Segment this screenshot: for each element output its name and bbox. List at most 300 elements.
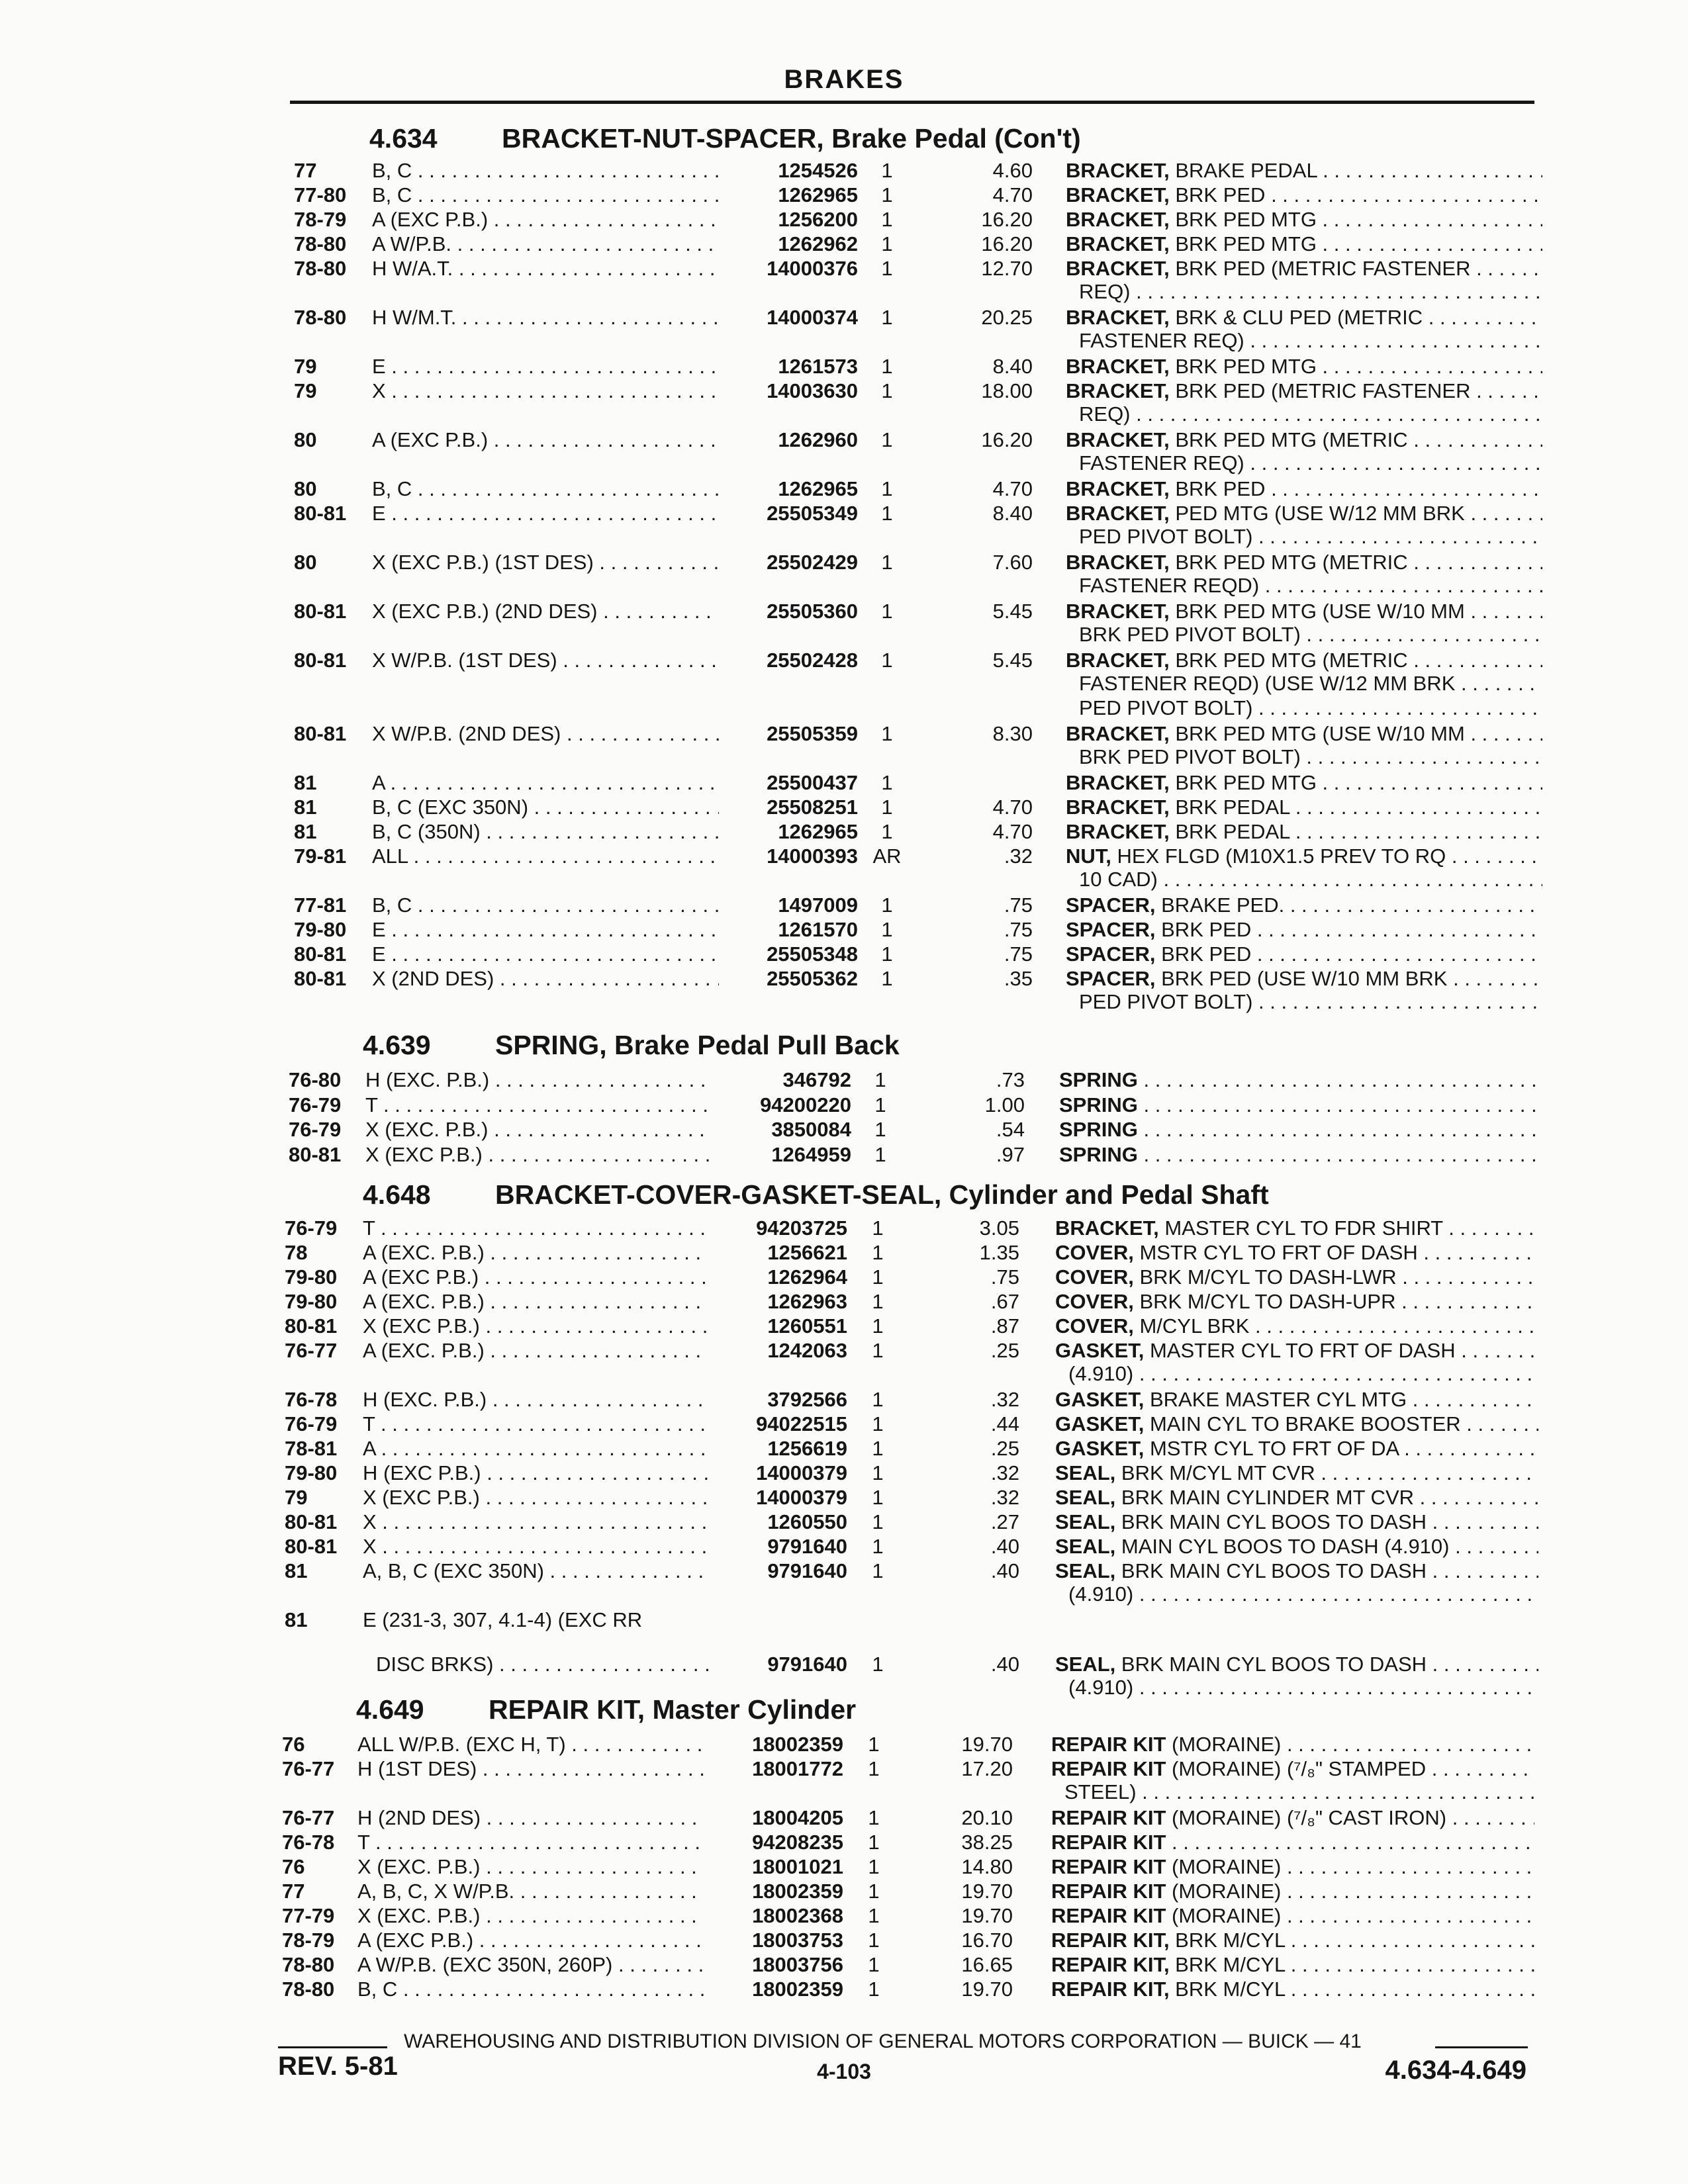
quantity: 1	[881, 355, 893, 378]
description	[1059, 1118, 1536, 1142]
quantity: 1	[881, 771, 893, 794]
price: 19.70	[961, 1733, 1013, 1756]
description-text: BRK M/CYL TO DASH-LWR	[1133, 1265, 1397, 1289]
description-continuation-text: FASTENER REQ) . . .	[1079, 451, 1542, 475]
price: 16.20	[981, 428, 1033, 451]
description	[1059, 1143, 1536, 1167]
description-continuation-text: BRK PED PIVOT BOLT) . . .	[1079, 745, 1542, 769]
description-continuation-text: FASTENER REQ) . . .	[1079, 329, 1542, 353]
description	[1066, 844, 1542, 868]
description	[1066, 893, 1542, 917]
description-continuation	[0, 402, 1688, 426]
description	[1055, 1388, 1538, 1412]
price: 16.70	[961, 1929, 1013, 1952]
part-number: 1262963	[767, 1290, 847, 1313]
footer-rule-right	[1435, 2046, 1528, 2048]
parts-row	[0, 722, 1688, 746]
part-number: 94200220	[760, 1093, 851, 1116]
description-keyword: BRACKET,	[1066, 477, 1170, 500]
application: X (EXC P.B.) (2ND DES) . . .	[372, 600, 719, 623]
description-text: MAIN CYL TO BRAKE BOOSTER	[1144, 1412, 1461, 1435]
revision-label: REV. 5-81	[278, 2052, 398, 2081]
quantity: 1	[881, 183, 893, 206]
application: X (EXC. P.B.) . . .	[357, 1904, 704, 1928]
parts-row	[0, 1461, 1688, 1485]
description-text: BRK PED MTG	[1169, 208, 1317, 231]
description-continuation-text: PED PIVOT BOLT) . . .	[1079, 525, 1542, 549]
parts-row-line	[0, 1608, 1688, 1632]
description	[1051, 1733, 1534, 1756]
description-keyword: BRACKET,	[1066, 771, 1170, 794]
price: 8.40	[992, 355, 1033, 378]
model-years: 79	[294, 379, 317, 402]
description-keyword: SPACER,	[1066, 967, 1156, 990]
description	[1051, 1855, 1534, 1879]
parts-row	[0, 1216, 1688, 1240]
description-keyword: SPRING	[1059, 1068, 1138, 1091]
description	[1066, 918, 1542, 942]
model-years: 81	[294, 796, 317, 819]
part-number: 25505348	[767, 942, 858, 966]
description	[1066, 159, 1542, 183]
part-number: 25502428	[767, 649, 858, 672]
price: .54	[996, 1118, 1025, 1141]
parts-row	[0, 600, 1688, 623]
quantity: 1	[868, 1806, 880, 1829]
application: H (1ST DES) . . .	[357, 1757, 704, 1781]
quantity: 1	[872, 1290, 884, 1313]
model-years: 76-77	[282, 1806, 335, 1829]
part-number: 14000379	[756, 1486, 847, 1509]
model-years: 78-80	[294, 306, 347, 329]
parts-row	[0, 1880, 1688, 1903]
application: H W/A.T. . . .	[372, 257, 719, 281]
description	[1051, 1880, 1534, 1903]
description	[1051, 1929, 1534, 1952]
part-number: 14000379	[756, 1461, 847, 1484]
description-keyword: SEAL,	[1055, 1535, 1116, 1558]
model-years: 77	[282, 1880, 305, 1903]
parts-row	[0, 1339, 1688, 1363]
description-text: BRK M/CYL TO DASH-UPR	[1133, 1290, 1396, 1313]
description-keyword: BRACKET,	[1066, 649, 1170, 672]
application: A (EXC. P.B.) . . .	[363, 1241, 708, 1265]
part-number: 1256619	[767, 1437, 847, 1460]
part-number: 1497009	[778, 893, 858, 917]
quantity: 1	[872, 1510, 884, 1533]
model-years: 76-79	[285, 1412, 338, 1435]
part-number: 25502429	[767, 551, 858, 574]
application: A (EXC P.B.) . . .	[372, 208, 719, 232]
parts-row	[0, 1535, 1688, 1559]
price: .97	[996, 1142, 1025, 1166]
description-text: (MORAINE)	[1166, 1733, 1282, 1756]
description-continuation	[0, 329, 1688, 353]
parts-row	[0, 1437, 1688, 1461]
price: .75	[990, 1265, 1019, 1289]
description	[1066, 355, 1542, 379]
quantity: 1	[874, 1118, 886, 1141]
description	[1066, 379, 1542, 403]
description-text: BRK PED MTG	[1169, 771, 1317, 794]
quantity: AR	[872, 844, 902, 868]
price: .32	[990, 1461, 1019, 1484]
quantity: 1	[881, 967, 893, 990]
description-keyword: BRACKET,	[1066, 722, 1170, 745]
price: .40	[990, 1559, 1019, 1582]
quantity: 1	[874, 1093, 886, 1116]
quantity: 1	[868, 1904, 880, 1927]
parts-row	[0, 1510, 1688, 1534]
description-keyword: COVER,	[1055, 1265, 1134, 1289]
description-continuation-text: PED PIVOT BOLT) . . .	[1079, 990, 1542, 1014]
description-keyword: BRACKET,	[1066, 600, 1170, 623]
description-continuation-text: REQ) . . .	[1079, 280, 1542, 304]
parts-row	[0, 1093, 1688, 1117]
application-line: E (231-3, 307, 4.1-4) (EXC RR	[363, 1608, 643, 1631]
application: B, C (350N) . . .	[372, 820, 719, 844]
part-number: 1264959	[771, 1142, 851, 1166]
description-text: BRK PED (METRIC FASTENER	[1169, 257, 1471, 280]
model-years: 78-81	[285, 1437, 338, 1460]
description	[1066, 428, 1542, 452]
model-years: 80	[294, 428, 317, 451]
section-number: 4.634	[369, 123, 438, 154]
description-text: MSTR CYL TO FRT OF DASH	[1133, 1241, 1418, 1264]
parts-row	[0, 844, 1688, 868]
description	[1055, 1339, 1538, 1363]
application: A, B, C (EXC 350N) . . .	[363, 1559, 708, 1583]
description-keyword: SPACER,	[1066, 942, 1156, 966]
application: H (EXC. P.B.) . . .	[363, 1388, 708, 1412]
part-number: 14000393	[767, 844, 858, 868]
part-number: 18003756	[752, 1953, 843, 1976]
part-number: 1260551	[767, 1314, 847, 1338]
part-number: 14003630	[767, 379, 858, 402]
price: 19.70	[961, 1904, 1013, 1927]
price: 1.00	[984, 1093, 1025, 1116]
price: 38.25	[961, 1831, 1013, 1854]
part-number: 94203725	[756, 1216, 847, 1240]
description-keyword: BRACKET,	[1066, 428, 1170, 451]
description	[1055, 1241, 1538, 1265]
description	[1066, 722, 1542, 746]
price: 12.70	[981, 257, 1033, 280]
part-number: 9791640	[767, 1535, 847, 1558]
application: X . . .	[363, 1535, 708, 1559]
part-number: 1254526	[778, 159, 858, 182]
part-number: 94022515	[756, 1412, 847, 1435]
model-years: 80-81	[294, 967, 347, 990]
part-number: 25508251	[767, 796, 858, 819]
model-years: 80	[294, 477, 317, 500]
price: .32	[1004, 844, 1033, 868]
description-text: BRK PED MTG (METRIC	[1169, 649, 1408, 672]
price: 7.60	[992, 551, 1033, 574]
description	[1066, 967, 1542, 991]
model-years: 76-78	[282, 1831, 335, 1854]
model-years: 76-77	[285, 1339, 338, 1362]
part-number: 3792566	[767, 1388, 847, 1411]
model-years: 76	[282, 1733, 305, 1756]
description-continuation	[0, 1582, 1688, 1606]
description	[1055, 1510, 1538, 1534]
description-keyword: BRACKET,	[1066, 820, 1170, 843]
part-number: 1262965	[778, 820, 858, 843]
description	[1051, 1904, 1534, 1928]
price: 19.70	[961, 1978, 1013, 2001]
description-continuation	[0, 525, 1688, 549]
description	[1051, 1831, 1534, 1854]
parts-row	[0, 306, 1688, 330]
description-continuation-text: FASTENER REQD) (USE W/12 MM BRK . . .	[1079, 672, 1542, 696]
description-continuation	[0, 574, 1688, 598]
description-keyword: REPAIR KIT	[1051, 1806, 1166, 1829]
description-keyword: REPAIR KIT	[1051, 1733, 1166, 1756]
quantity: 1	[872, 1486, 884, 1509]
model-years: 79-80	[294, 918, 347, 941]
description-text: BRK PED	[1169, 477, 1266, 500]
section-title: BRACKET-NUT-SPACER, Brake Pedal (Con't)	[502, 123, 1081, 154]
part-number: 25505360	[767, 600, 858, 623]
application: A, B, C, X W/P.B. . . .	[357, 1880, 704, 1903]
price: 16.20	[981, 232, 1033, 255]
description-keyword: REPAIR KIT	[1051, 1757, 1166, 1780]
description-continuation-text: 10 CAD) . . .	[1079, 868, 1542, 891]
description	[1055, 1412, 1538, 1436]
description-keyword: SPRING	[1059, 1142, 1138, 1166]
description-continuation-text: (4.910) . . .	[1068, 1362, 1538, 1386]
description	[1066, 771, 1542, 795]
description-keyword: BRACKET,	[1066, 232, 1170, 255]
model-years: 79-80	[285, 1290, 338, 1313]
price: .27	[990, 1510, 1019, 1533]
description-keyword: REPAIR KIT	[1051, 1880, 1166, 1903]
description-continuation	[0, 623, 1688, 647]
price: 4.70	[992, 796, 1033, 819]
part-number: 1256200	[778, 208, 858, 231]
parts-row	[0, 1806, 1688, 1830]
description-keyword: REPAIR KIT	[1051, 1904, 1166, 1927]
description-text: BRK PED MTG (METRIC	[1169, 551, 1408, 574]
part-number: 25505349	[767, 502, 858, 525]
model-years: 79	[294, 355, 317, 378]
description	[1055, 1265, 1538, 1289]
description-text: MAIN CYL BOOS TO DASH (4.910)	[1115, 1535, 1450, 1558]
parts-row	[0, 1733, 1688, 1756]
parts-row	[0, 1143, 1688, 1167]
description-keyword: SEAL,	[1055, 1653, 1116, 1676]
parts-row	[0, 257, 1688, 281]
description-text: BRK PED	[1155, 918, 1252, 941]
part-number: 1262964	[767, 1265, 847, 1289]
description	[1066, 551, 1542, 574]
parts-row	[0, 1265, 1688, 1289]
description	[1066, 942, 1542, 966]
model-years: 81	[285, 1559, 308, 1582]
parts-row	[0, 1831, 1688, 1854]
description-keyword: BRACKET,	[1055, 1216, 1159, 1240]
application: E . . .	[372, 918, 719, 942]
description	[1055, 1461, 1538, 1485]
description-text: M/CYL BRK	[1133, 1314, 1250, 1338]
application: X (EXC P.B.) . . .	[363, 1314, 708, 1338]
description-text: BRAKE PEDAL	[1169, 159, 1317, 182]
description-text: BRK MAIN CYLINDER MT CVR	[1115, 1486, 1415, 1509]
section-number: 4.648	[363, 1179, 431, 1210]
description-text: BRK PEDAL	[1169, 796, 1290, 819]
description-text: (MORAINE)	[1166, 1904, 1282, 1927]
part-number: 1261573	[778, 355, 858, 378]
description-text: BRK PED (METRIC FASTENER	[1169, 379, 1471, 402]
parts-row	[0, 551, 1688, 574]
parts-row	[0, 893, 1688, 917]
application: A (EXC P.B.) . . .	[357, 1929, 704, 1952]
model-years: 76-79	[289, 1093, 342, 1116]
price: 4.70	[992, 820, 1033, 843]
quantity: 1	[874, 1068, 886, 1091]
quantity: 1	[868, 1880, 880, 1903]
description-keyword: REPAIR KIT,	[1051, 1978, 1170, 2001]
description-text: BRK PED MTG (USE W/10 MM	[1169, 600, 1465, 623]
description-text: BRAKE MASTER CYL MTG	[1144, 1388, 1407, 1411]
description	[1066, 208, 1542, 232]
parts-row	[0, 355, 1688, 379]
description	[1066, 649, 1542, 672]
part-number: 1262965	[778, 477, 858, 500]
description-text: MASTER CYL TO FDR SHIRT	[1158, 1216, 1443, 1240]
part-number: 94208235	[752, 1831, 843, 1854]
application: E . . .	[372, 355, 719, 379]
description-keyword: BRACKET,	[1066, 208, 1170, 231]
description	[1066, 502, 1542, 525]
application: A W/P.B. (EXC 350N, 260P) . . .	[357, 1953, 704, 1977]
parts-row	[0, 232, 1688, 256]
description-keyword: SEAL,	[1055, 1461, 1116, 1484]
application: B, C . . .	[372, 893, 719, 917]
quantity: 1	[881, 600, 893, 623]
description-text: (MORAINE)	[1166, 1880, 1282, 1903]
description-keyword: GASKET,	[1055, 1412, 1145, 1435]
parts-row	[0, 771, 1688, 795]
model-years: 79-81	[294, 844, 347, 868]
quantity: 1	[874, 1142, 886, 1166]
price: .44	[990, 1412, 1019, 1435]
description	[1051, 1978, 1534, 2001]
description-text: (MORAINE) (⁷/₈" STAMPED	[1166, 1757, 1427, 1780]
price: 4.70	[992, 183, 1033, 206]
description-text: BRK M/CYL MT CVR	[1115, 1461, 1315, 1484]
price: .25	[990, 1437, 1019, 1460]
description-text: BRK M/CYL	[1169, 1978, 1286, 2001]
parts-row	[0, 183, 1688, 207]
section-title: SPRING, Brake Pedal Pull Back	[495, 1030, 900, 1060]
quantity: 1	[881, 428, 893, 451]
application: E . . .	[372, 942, 719, 966]
quantity: 1	[872, 1241, 884, 1264]
application: ALL W/P.B. (EXC H, T) . . .	[357, 1733, 704, 1756]
description	[1066, 600, 1542, 623]
part-number: 1261570	[778, 918, 858, 941]
quantity: 1	[872, 1437, 884, 1460]
model-years: 76-79	[289, 1118, 342, 1141]
parts-row	[0, 1929, 1688, 1952]
price: 16.65	[961, 1953, 1013, 1976]
part-number: 9791640	[767, 1653, 847, 1676]
footer-publisher-line: WAREHOUSING AND DISTRIBUTION DIVISION OF GENERAL MOTORS CORPORATION — BUICK — 41	[404, 2030, 1362, 2052]
description-text: BRK M/CYL	[1169, 1953, 1286, 1976]
parts-row	[0, 208, 1688, 232]
description-keyword: SPRING	[1059, 1093, 1138, 1116]
model-years: 79-80	[285, 1265, 338, 1289]
parts-row	[0, 1978, 1688, 2001]
description-text: BRK M/CYL	[1169, 1929, 1286, 1952]
application: X (2ND DES) . . .	[372, 967, 719, 991]
description-keyword: BRACKET,	[1066, 159, 1170, 182]
quantity: 1	[881, 159, 893, 182]
section-range: 4.634-4.649	[1385, 2056, 1526, 2085]
section-number: 4.649	[356, 1694, 424, 1725]
description-text: BRK PEDAL	[1169, 820, 1290, 843]
parts-row	[0, 502, 1688, 525]
parts-row	[0, 1559, 1688, 1583]
application: B, C (EXC 350N) . . .	[372, 796, 719, 819]
application: B, C . . .	[372, 183, 719, 207]
part-number: 1260550	[767, 1510, 847, 1533]
price: 5.45	[992, 649, 1033, 672]
description-text: BRK & CLU PED (METRIC	[1169, 306, 1423, 329]
description-keyword: BRACKET,	[1066, 551, 1170, 574]
quantity: 1	[881, 257, 893, 280]
description	[1066, 820, 1542, 844]
description-text: BRK PED MTG (USE W/10 MM	[1169, 722, 1465, 745]
description-keyword: BRACKET,	[1066, 355, 1170, 378]
quantity: 1	[881, 796, 893, 819]
price: 5.45	[992, 600, 1033, 623]
application: A (EXC P.B.) . . .	[363, 1265, 708, 1289]
model-years: 77-81	[294, 893, 347, 917]
description-text: HEX FLGD (M10X1.5 PREV TO RQ	[1111, 844, 1446, 868]
description	[1055, 1486, 1538, 1510]
application: T . . .	[363, 1216, 708, 1240]
part-number: 18002359	[752, 1880, 843, 1903]
description-text: BRK PED	[1155, 942, 1252, 966]
description-continuation-text: FASTENER REQD) . . .	[1079, 574, 1542, 598]
description-keyword: SPRING	[1059, 1118, 1138, 1141]
part-number: 14000376	[767, 257, 858, 280]
parts-row	[0, 1068, 1688, 1092]
price: 19.70	[961, 1880, 1013, 1903]
parts-row	[0, 379, 1688, 403]
description-keyword: BRACKET,	[1066, 796, 1170, 819]
section-number: 4.639	[363, 1030, 431, 1060]
description-keyword: SEAL,	[1055, 1559, 1116, 1582]
description-continuation-text: REQ) . . .	[1079, 402, 1542, 426]
model-years: 77-79	[282, 1904, 335, 1927]
application: T . . .	[365, 1093, 712, 1117]
model-years: 81	[294, 820, 317, 843]
parts-row	[0, 1412, 1688, 1436]
quantity: 1	[872, 1653, 884, 1676]
model-years: 78-80	[294, 257, 347, 280]
part-number: 18001772	[752, 1757, 843, 1780]
description	[1066, 306, 1542, 330]
price: 3.05	[979, 1216, 1019, 1240]
application: A W/P.B. . . .	[372, 232, 719, 256]
price: 17.20	[961, 1757, 1013, 1780]
model-years: 78-79	[282, 1929, 335, 1952]
parts-row	[0, 942, 1688, 966]
